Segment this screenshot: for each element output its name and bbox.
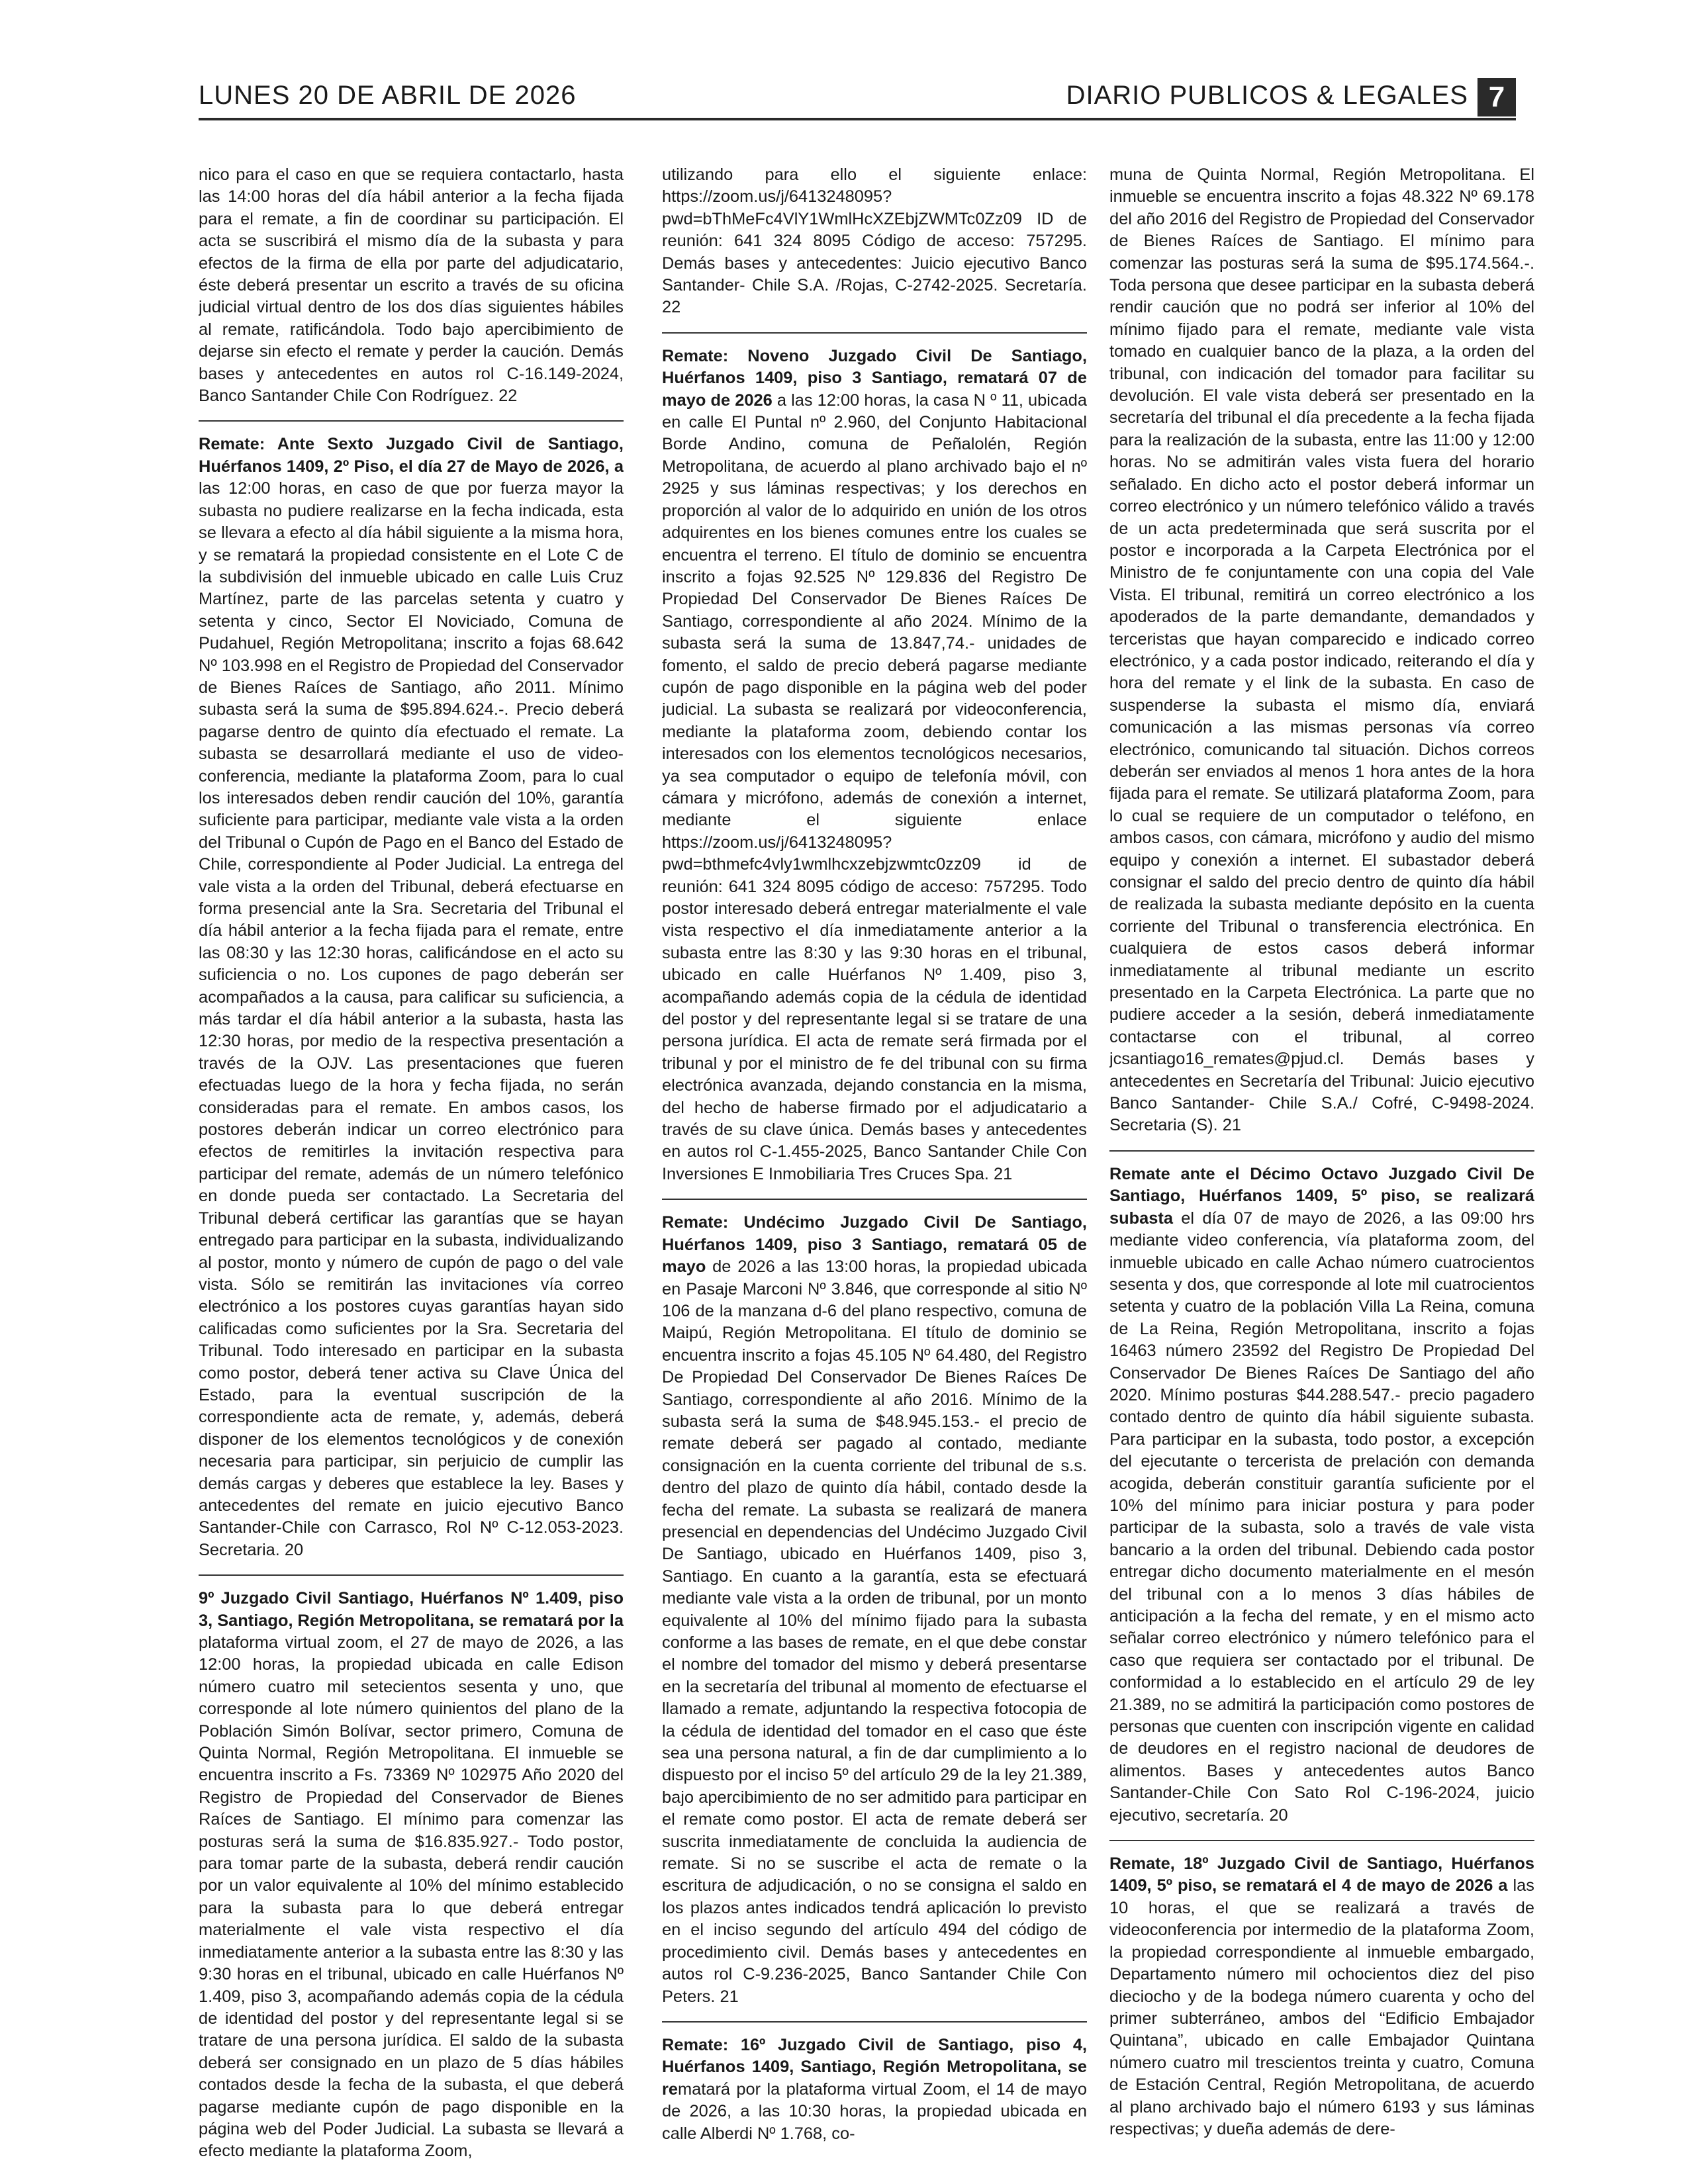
notice-divider [662, 332, 1087, 334]
notice-continuation [199, 164, 624, 407]
notice [662, 1212, 1087, 2008]
notice-body: el día 07 de mayo de 2026, a las 09:00 hrs mediante video conferencia, vía plataforma zoom, del inmueble ubicado en calle Achao número cuatrocientos sesenta y dos, que corresponde al lote mil cuatrocientos setenta y cuatro de la población Villa La Reina, comuna de La Reina, Región Metropolitana, inscrito a fojas 16463 número 23592 del Registro De Propiedad Del Conservador De Bienes Raíces De Santiago del año 2020. Mínimo posturas $44.288.547.- precio pagadero contado dentro de quinto día hábil siguiente subasta. Para participar en la subasta, todo postor, a excepción del ejecutante o tercerista de prelación con demanda acogida, deberán constituir garantía suficiente por el 10% del mínimo para iniciar postura y para poder participar de la subasta, solo a través de vale vista bancario a la orden del tribunal. Debiendo cada postor entregar dicho documento materialmente en el mesón del tribunal con a lo menos 3 días hábiles de anticipación a la fecha del remate, y en el mismo acto señalar correo electrónico y número telefónico para el caso que requiera ser contactado por el tribunal. De conformidad a lo establecido en el artículo 29 de ley 21.389, no se admitirá la participación como postores de personas que cuenten con inscripción vigente en calidad de deudores en el registro nacional de deudores de alimentos. Bases y antecedentes autos Banco Santander-Chile Con Sato Rol C-196-2024, juicio ejecutivo, secretaría. 20 [1109, 1208, 1534, 1825]
notice-body: a las 12:00 horas, la casa N º 11, ubicada en calle El Puntal nº 2.960, del Conjunto Habitacional Borde Andino, comuna de Peñalolén, Región Metropolitana, de acuerdo al plano archivado bajo el nº 2925 y sus láminas respectivas; y los derechos en proporción al valor de lo adquirido en unión de los otros adquirentes en los bienes comunes entre los cuales se encuentra el terreno. El título de dominio se encuentra inscrito a fojas 92.525 Nº 129.836 del Registro De Propiedad Del Conservador De Bienes Raíces De Santiago, correspondiente al año 2024. Mínimo de la subasta será la suma de 13.847,74.- unidades de fomento, el saldo de precio deberá pagarse mediante cupón de pago disponible en la página web del poder judicial. La subasta se realizará por videoconferencia, mediante la plataforma zoom, debiendo contar los interesados con los elementos tecnológicos necesarios, ya sea computador o equipo de telefonía móvil, con cámara y micrófono, además de conexión a internet, mediante el siguiente enlace https://zoom.us/j/6413248095?pwd=bthmefc4vly1wmlhcxzebjzwmtc0zz09 id de reunión: 641 324 8095 código de acceso: 757295. Todo postor interesado deberá entregar materialmente el vale vista respectivo el día inmediatamente anterior a la subasta entre las 8:30 y las 9:30 horas en el tribunal, ubicado en calle Huérfanos Nº 1.409, piso 3, acompañando además copia de la cédula de identidad del postor y del representante legal si se tratare de una persona jurídica. El acta de remate será firmada por el tribunal y por el ministro de fe del tribunal con su firma electrónica avanzada, dejando constancia en la misma, del hecho de haberse firmado por el adjudicatario a través de su clave única. Demás bases y antecedentes en autos rol C-1.455-2025, Banco Santander Chile Con Inversiones E Inmobiliaria Tres Cruces Spa. 21 [662, 390, 1087, 1183]
notice [199, 1588, 624, 2163]
notice-divider [662, 2021, 1087, 2023]
column-1 [199, 164, 624, 2163]
notice-body: utilizando para ello el siguiente enlace: https://zoom.us/j/6413248095?pwd=bThMeFc4VlY1WmlHcXZEbjZWMTc0Zz09 ID de reunión: 641 324 8095 Código de acceso: 757295. Demás bases y antecedentes: Juicio ejecutivo Banco Santander- Chile S.A. /Rojas, C-2742-2025. Secretaría. 22 [662, 165, 1087, 317]
notice-body: las 10 horas, el que se realizará a través de videoconferencia por intermedio de la plataforma Zoom, la propiedad correspondiente al inmueble embargado, Departamento número mil ochocientos diez del piso dieciocho y de la bodega número cuarenta y ocho del primer subterráneo, ambos del “Edificio Embajador Quintana”, ubicado en calle Embajador Quintana número cuatro mil trescientos treinta y cuatro, Comuna de Estación Central, Región Metropolitana, de acuerdo al plano archivado bajo el número 6193 y sus láminas respectivas; y dueña además de dere- [1109, 1876, 1534, 2138]
notice [199, 433, 624, 1561]
notice-heading: Remate: Ante Sexto Juzgado Civil de Santiago, Huérfanos 1409, 2º Piso, el día 27 de Mayo de 2026, a [199, 435, 624, 476]
notice [1109, 1853, 1534, 2140]
notice-heading: Remate: Undécimo Juzgado Civil De Santiago, Huérfanos 1409, piso 3 Santiago, rematará 05 de mayo [662, 1213, 1087, 1277]
notice-body: matará por la plataforma virtual Zoom, el 14 de mayo de 2026, a las 10:30 horas, la propiedad ubicada en calle Alberdi Nº 1.768, co- [662, 2079, 1087, 2143]
notice-divider [1109, 1150, 1534, 1152]
notice-continuation [1109, 164, 1534, 1137]
notice-heading: Remate ante el Décimo Octavo Juzgado Civil De Santiago, Huérfanos 1409, 5º piso, se realizará subasta [1109, 1164, 1534, 1228]
column-3 [1109, 164, 1534, 2163]
notice-body: nico para el caso en que se requiera contactarlo, hasta las 14:00 horas del día hábil anterior a la fecha fijada para el remate, a fin de coordinar su participación. El acta se suscribirá el mismo día de la subasta y para efectos de la firma de ella por parte del adjudicatario, éste deberá presentar un escrito a través de su oficina judicial virtual dentro de los dos días siguientes hábiles al remate, ratificándola. Todo bajo apercibimiento de dejarse sin efecto el remate y perder la caución. Demás bases y antecedentes en autos rol C-16.149-2024, Banco Santander Chile Con Rodríguez. 22 [199, 165, 624, 406]
notice-body: las 12:00 horas, en caso de que por fuerza mayor la subasta no pudiere realizarse en la fecha indicada, esta se llevara a efecto al día hábil siguiente a la misma hora, y se rematará la propiedad consistente en el Lote C de la subdivisión del inmueble ubicado en calle Luis Cruz Martínez, parte de las parcelas setenta y cuatro y setenta y cinco, Sector El Noviciado, Comuna de Pudahuel, Región Metropolitana; inscrito a fojas 68.642 Nº 103.998 en el Registro de Propiedad del Conservador de Bienes Raíces de Santiago, año 2011. Mínimo subasta será la suma de $95.894.624.-. Precio deberá pagarse dentro de quinto día efectuado el remate. La subasta se desarrollará mediante el uso de video-conferencia, mediante la plataforma Zoom, para lo cual los interesados deben rendir caución del 10%, garantía suficiente para participar, mediante vale vista a la orden del Tribunal o Cupón de Pago en el Banco del Estado de Chile, correspondiente al Poder Judicial. La entrega del vale vista a la orden del Tribunal, deberá efectuarse en forma presencial ante la Sra. Secretaria del Tribunal el día hábil anterior a la fecha fijada para el remate, entre las 08:30 y las 12:30 horas, calificándose en el acto su suficiencia o no. Los cupones de pago deberán ser acompañados a la causa, para calificar su suficiencia, a más tardar el día hábil anterior a la subasta, hasta las 12:30 horas, por medio de la respectiva presentación a través de la OJV. Las presentaciones que fueren efectuadas luego de la hora y fecha fijada, no serán consideradas para el remate. En ambos casos, los postores deberán indicar un correo electrónico para efectos de remitirles la invitación respectiva para participar del remate, además de un número telefónico en donde pueda ser contactado. La Secretaria del Tribunal deberá certificar las garantías que se hayan entregado para participar en la subasta, individualizando al postor, monto y número de cupón de pago o del vale vista. Sólo se remitirán las invitaciones vía correo electrónico a los postores cuyas garantías hayan sido calificadas como suficientes por la Sra. Secretaria del Tribunal. Todo interesado en participar en la subasta como postor, deberá tener activa su Clave Única del Estado, para la eventual suscripción de la correspondiente acta de remate, y, además, deberá disponer de los elementos tecnológicos y de conexión necesaria para participar, sin perjuicio de cumplir las demás cargas y deberes que establece la ley. Bases y antecedentes del remate en juicio ejecutivo Banco Santander-Chile con Carrasco, Rol Nº C-12.053-2023. Secretaria. 20 [199, 479, 624, 1559]
notice [662, 345, 1087, 1185]
notice-divider [199, 420, 624, 422]
notice-heading: Remate: Noveno Juzgado Civil De Santiago, Huérfanos 1409, piso 3 Santiago, rematará 07 de mayo de 2026 [662, 346, 1087, 410]
notice-body: muna de Quinta Normal, Región Metropolitana. El inmueble se encuentra inscrito a fojas 48.322 Nº 69.178 del año 2016 del Registro de Propiedad del Conservador de Bienes Raíces de Santiago. El mínimo para comenzar las posturas será la suma de $95.174.564.-. Toda persona que desee participar en la subasta deberá rendir caución que no podrá ser inferior al 10% del mínimo fijado para el remate, mediante vale vista tomado en cualquier banco de la plaza, a la orden del tribunal, con indicación del tomador para facilitar su devolución. El vale vista deberá ser presentado en la secretaría del tribunal el día precedente a la fecha fijada para la realización de la subasta, entre las 11:00 y 12:00 horas. No se admitirán vales vista fuera del horario señalado. En dicho acto el postor deberá informar un correo electrónico y un número telefónico válido a través de un acta predeterminada que será suscrita por el postor e incorporada a la Carpeta Electrónica por el Ministro de fe conjuntamente con una copia del Vale Vista. El tribunal, remitirá un correo electrónico a los apoderados de la parte demandante, demandados y terceristas que hayan comparecido e indicado correo electrónico, y a cada postor indicado, reiterando el día y hora del remate y el link de la subasta. En caso de suspenderse la subasta el mismo día, enviará comunicación a las mismas personas vía correo electrónico, comunicando tal situación. Dichos correos deberán ser enviados al menos 1 hora antes de la hora fijada para el remate. Se utilizará plataforma Zoom, para lo cual se requiere de un computador o teléfono, en ambos casos, con cámara, micrófono y audio del mismo equipo y conexión a internet. El subastador deberá consignar el saldo del precio dentro de quinto día hábil de realizada la subasta mediante depósito en la cuenta corriente del Tribunal o transferencia electrónica. En cualquiera de estos casos deberá informar inmediatamente al tribunal mediante un escrito presentado en la Carpeta Electrónica. La parte que no pudiere acceder a la sesión, deberá inmediatamente contactarse con el tribunal, al correo jcsantiago16_remates@pjud.cl. Demás bases y antecedentes en Secretaría del Tribunal: Juicio ejecutivo Banco Santander- Chile S.A./ Cofré, C-9498-2024. Secretaria (S). 21 [1109, 165, 1534, 1135]
header-rule [199, 118, 1516, 120]
page-number-badge: 7 [1477, 78, 1516, 116]
page-header [199, 78, 1516, 120]
notice-heading: Remate, 18º Juzgado Civil de Santiago, Huérfanos 1409, 5º piso, se rematará el 4 de mayo de 2026 a [1109, 1854, 1534, 1895]
column-2 [662, 164, 1087, 2163]
notice [1109, 1163, 1534, 1827]
notice-continuation [662, 164, 1087, 319]
notice-heading: 9º Juzgado Civil Santiago, Huérfanos Nº 1.409, piso 3, Santiago, Región Metropolitana, se rematará por la [199, 1589, 624, 1630]
notice [662, 2034, 1087, 2145]
issue-date: LUNES 20 DE ABRIL DE 2026 [199, 81, 577, 110]
notice-heading: Remate: 16º Juzgado Civil de Santiago, piso 4, Huérfanos 1409, Santiago, Región Metropolitana, se re [662, 2035, 1087, 2099]
notice-body: de 2026 a las 13:00 horas, la propiedad ubicada en Pasaje Marconi Nº 3.846, que corresponde al sitio Nº 106 de la manzana d-6 del plano respectivo, comuna de Maipú, Región Metropolitana. El título de dominio se encuentra inscrito a fojas 45.105 Nº 64.480, del Registro De Propiedad Del Conservador De Bienes Raíces De Santiago, correspondiente al año 2016. Mínimo de la subasta será la suma de $48.945.153.- el precio de remate deberá ser pagado al contado, mediante consignación en la cuenta corriente del tribunal de s.s. dentro del plazo de quinto día hábil, contado desde la fecha del remate. La subasta se realizará de manera presencial en dependencias del Undécimo Juzgado Civil De Santiago, ubicado en Huérfanos 1409, piso 3, Santiago. En cuanto a la garantía, esta se efectuará mediante vale vista a la orden de tribunal, por un monto equivalente al 10% del mínimo fijado para la subasta conforme a las bases de remate, en el que debe constar el nombre del tomador del mismo y deberá presentarse en la secretaría del tribunal al momento de efectuarse el llamado a remate, adjuntando la respectiva fotocopia de la cédula de identidad del tomador en el caso que éste sea una persona natural, a fin de dar cumplimiento a lo dispuesto por el inciso 5º del artículo 29 de la ley 21.389, bajo apercibimiento de no ser admitido para participar en el remate como postor. El acta de remate deberá ser suscrita inmediatamente de concluida la audiencia de remate. Si no se suscribe el acta de remate o la escritura de adjudicación, o no se consigna el saldo en los plazos antes indicados tendrá aplicación lo previsto en el inciso segundo del artículo 494 del código de procedimiento civil. Demás bases y antecedentes en autos rol C-9.236-2025, Banco Santander Chile Con Peters. 21 [662, 1257, 1087, 2006]
masthead-title: DIARIO PUBLICOS & LEGALES [1066, 81, 1468, 110]
notice-body: plataforma virtual zoom, el 27 de mayo de 2026, a las 12:00 horas, la propiedad ubicada en calle Edison número cuatro mil setecientos sesenta y uno, que corresponde al lote número quinientos del plano de la Población Simón Bolívar, sector primero, Comuna de Quinta Normal, Región Metropolitana. El inmueble se encuentra inscrito a Fs. 73369 Nº 102975 Año 2020 del Registro de Propiedad del Conservador de Bienes Raíces de Santiago. El mínimo para comenzar las posturas será la suma de $16.835.927.- Todo postor, para tomar parte de la subasta, deberá rendir caución por un valor equivalente al 10% del mínimo establecido para la subasta para lo que deberá entregar materialmente el vale vista respectivo el día inmediatamente anterior a la subasta entre las 8:30 y las 9:30 horas en el tribunal, ubicado en calle Huérfanos Nº 1.409, piso 3, acompañando además copia de la cédula de identidad del postor y del representante legal si se tratare de una persona jurídica. El saldo de la subasta deberá ser consignado en un plazo de 5 días hábiles contados desde la fecha de la subasta, el que deberá pagarse mediante cupón de pago disponible en la página web del Poder Judicial. La subasta se llevará a efecto mediante la plataforma Zoom, [199, 1633, 624, 2161]
notice-divider [662, 1199, 1087, 1200]
notice-divider [199, 1574, 624, 1576]
notice-divider [1109, 1840, 1534, 1841]
